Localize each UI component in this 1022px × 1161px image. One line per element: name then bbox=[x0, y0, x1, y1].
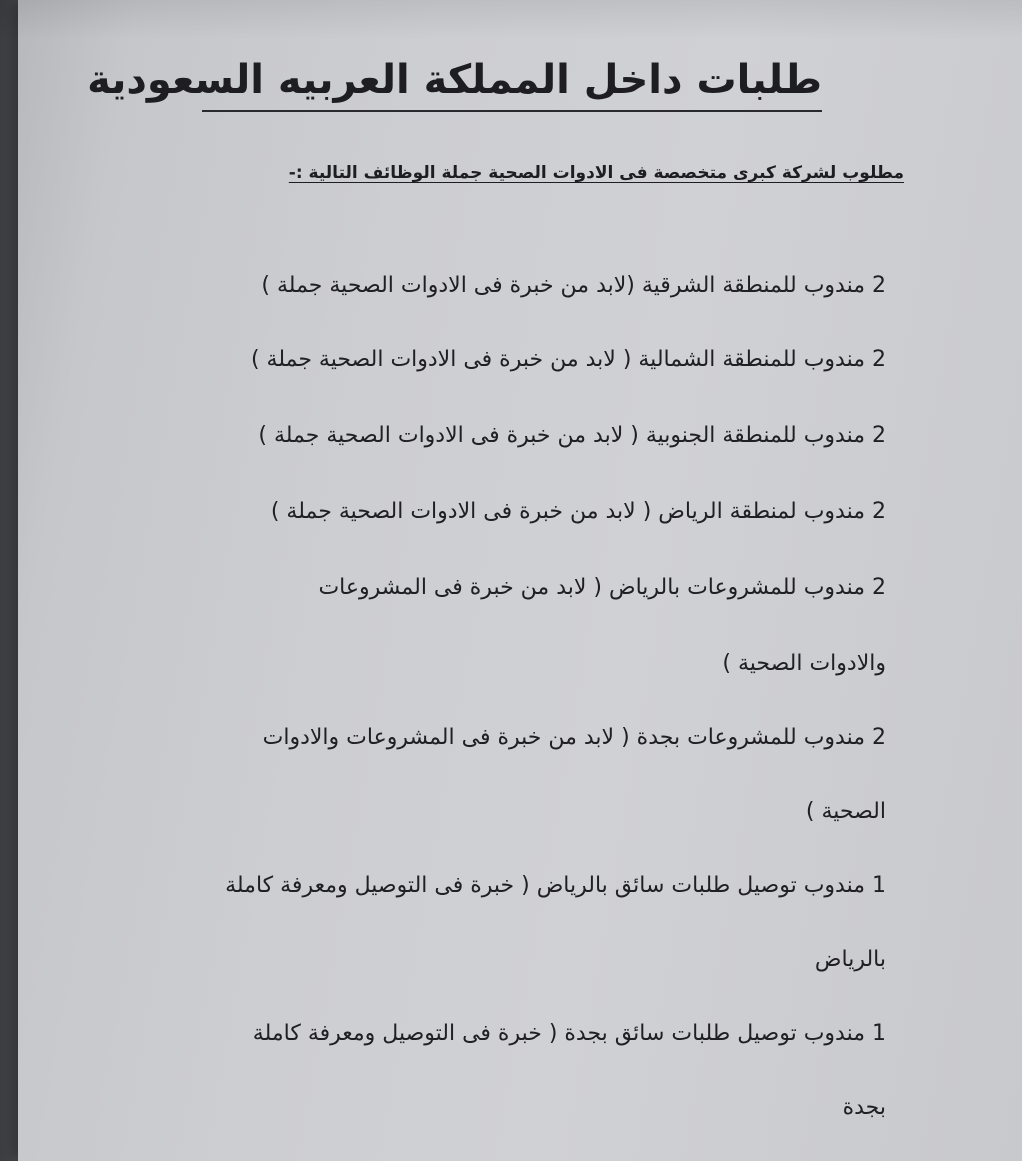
job-line-6: 2 مندوب للمشروعات بجدة ( لابد من خبرة فى المشروعات والادوات bbox=[262, 725, 886, 750]
job-line-8: 1 مندوب توصيل طلبات سائق بجدة ( خبرة فى التوصيل ومعرفة كاملة bbox=[252, 1021, 886, 1046]
job-line-3: 2 مندوب للمنطقة الجنوبية ( لابد من خبرة فى الادوات الصحية جملة ) bbox=[258, 423, 886, 448]
job-line-1: 2 مندوب للمنطقة الشرقية (لابد من خبرة فى الادوات الصحية جملة ) bbox=[261, 273, 886, 298]
job-line-2: 2 مندوب للمنطقة الشمالية ( لابد من خبرة فى الادوات الصحية جملة ) bbox=[250, 347, 886, 372]
document-title: طلبات داخل المملكة العربيه السعودية bbox=[202, 52, 822, 112]
job-line-6-cont: الصحية ) bbox=[805, 799, 886, 824]
job-line-5-cont: والادوات الصحية ) bbox=[722, 651, 886, 676]
job-line-7: 1 مندوب توصيل طلبات سائق بالرياض ( خبرة فى التوصيل ومعرفة كاملة bbox=[225, 873, 886, 898]
job-line-4: 2 مندوب لمنطقة الرياض ( لابد من خبرة فى الادوات الصحية جملة ) bbox=[270, 499, 886, 524]
document-page bbox=[18, 0, 1022, 1161]
document-subtitle: مطلوب لشركة كبرى متخصصة فى الادوات الصحية جملة الوظائف التالية :- bbox=[288, 163, 904, 183]
job-line-5: 2 مندوب للمشروعات بالرياض ( لابد من خبرة فى المشروعات bbox=[318, 575, 886, 600]
job-line-8-cont: بجدة bbox=[842, 1095, 886, 1120]
job-line-7-cont: بالرياض bbox=[814, 947, 886, 972]
paper-sheet bbox=[18, 0, 1022, 1161]
